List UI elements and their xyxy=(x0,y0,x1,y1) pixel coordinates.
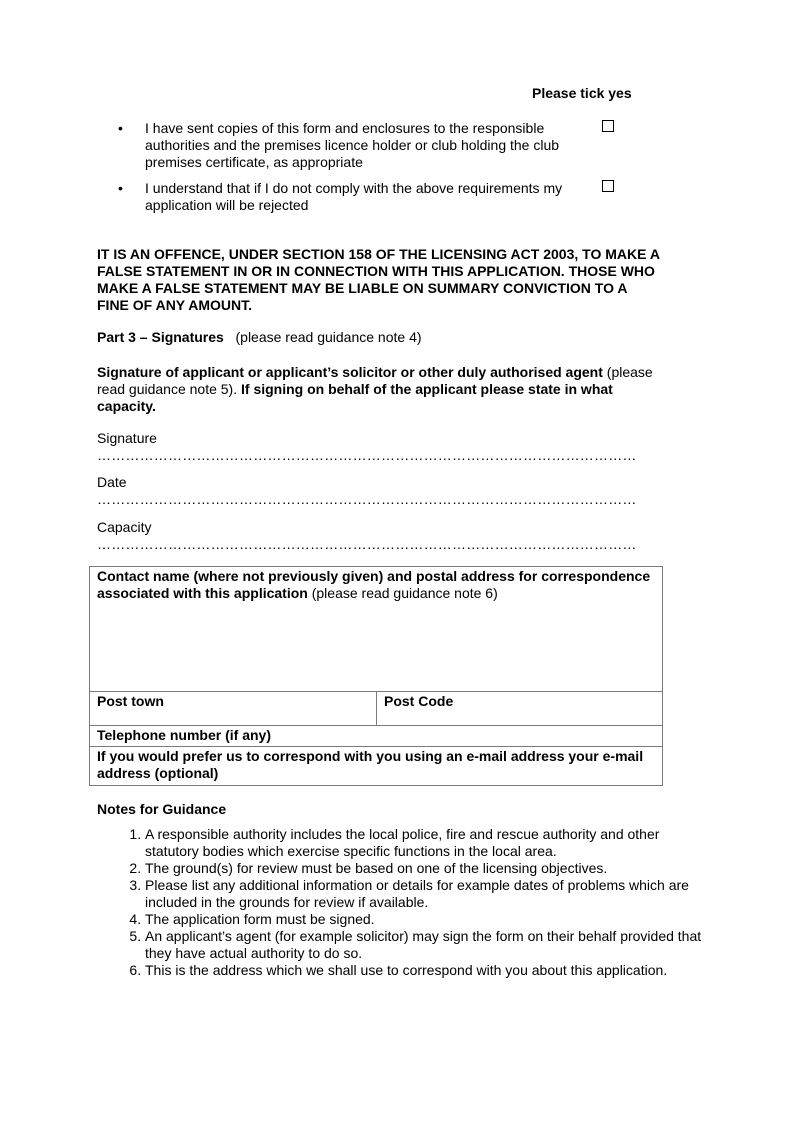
notes-title: Notes for Guidance xyxy=(97,801,227,817)
bullet-icon: • xyxy=(118,120,123,136)
date-line[interactable]: …………………………………………………………………………………………………… xyxy=(97,492,637,506)
post-code-cell[interactable] xyxy=(377,692,663,726)
guidance-note: 3. Please list any additional information or details for example dates of problems which are included in the grounds for review if available. xyxy=(145,877,705,911)
checklist-item xyxy=(118,180,638,216)
signature-instructions xyxy=(97,364,657,415)
contact-address-note: (please read guidance note 6) xyxy=(311,585,498,601)
post-code-label: Post Code xyxy=(384,693,454,709)
email-cell[interactable] xyxy=(90,747,663,786)
email-label: If you would prefer us to correspond with you using an e-mail address your e-mail address (optional) xyxy=(97,748,644,781)
post-town-cell[interactable] xyxy=(90,692,377,726)
checklist-item xyxy=(118,120,638,172)
contact-details-table xyxy=(89,566,663,786)
guidance-note: 6. This is the address which we shall use to correspond with you about this application. xyxy=(145,962,705,979)
signature-instructions-bold: Signature of applicant or applicant’s solicitor or other duly authorised agent xyxy=(97,364,603,380)
part3-note: (please read guidance note 4) xyxy=(235,329,422,345)
offence-warning: IT IS AN OFFENCE, UNDER SECTION 158 OF THE LICENSING ACT 2003, TO MAKE A FALSE STATEMENT IN OR IN CONNECTION WITH THIS APPLICATION. THOSE WHO MAKE A FALSE STATEMENT MAY BE LIABLE ON SUMMARY CONVICTION TO A FINE OF ANY AMOUNT. xyxy=(97,246,660,313)
guidance-note: 4. The application form must be signed. xyxy=(145,911,705,928)
telephone-label: Telephone number (if any) xyxy=(97,727,271,743)
part3-heading xyxy=(97,329,422,345)
telephone-cell[interactable] xyxy=(90,726,663,747)
contact-address-label: Contact name (where not previously given) and postal address for correspondence associated with this application xyxy=(97,568,651,601)
part3-title: Part 3 – Signatures xyxy=(97,329,224,345)
guidance-notes-list xyxy=(97,826,705,979)
capacity-line[interactable]: …………………………………………………………………………………………………… xyxy=(97,537,637,551)
guidance-note: 1. A responsible authority includes the local police, fire and rescue authority and other statutory bodies which exercise specific functions in the local area. xyxy=(145,826,705,860)
signature-label: Signature xyxy=(97,430,157,446)
tick-column-header: Please tick yes xyxy=(532,85,632,101)
date-label: Date xyxy=(97,474,127,490)
signature-line[interactable]: …………………………………………………………………………………………………… xyxy=(97,448,637,462)
checkbox-sent-copies[interactable] xyxy=(602,120,614,132)
capacity-label: Capacity xyxy=(97,519,152,535)
post-town-label: Post town xyxy=(97,693,164,709)
checkbox-understand-rejection[interactable] xyxy=(602,180,614,192)
bullet-icon: • xyxy=(118,180,123,196)
guidance-note: 5. An applicant’s agent (for example solicitor) may sign the form on their behalf provided that they have actual authority to do so. xyxy=(145,928,705,962)
checklist-item-text: I have sent copies of this form and enclosures to the responsible authorities and the premises licence holder or club holding the club premises certificate, as appropriate xyxy=(145,120,560,170)
checklist-item-text: I understand that if I do not comply with the above requirements my application will be rejected xyxy=(145,180,563,213)
guidance-note: 2. The ground(s) for review must be based on one of the licensing objectives. xyxy=(145,860,705,877)
signature-instructions-capacity: If signing on behalf of the applicant please state in what capacity. xyxy=(97,381,613,414)
contact-address-cell[interactable] xyxy=(90,567,663,692)
signature-instructions-note: (please read guidance note 5). xyxy=(97,364,653,397)
